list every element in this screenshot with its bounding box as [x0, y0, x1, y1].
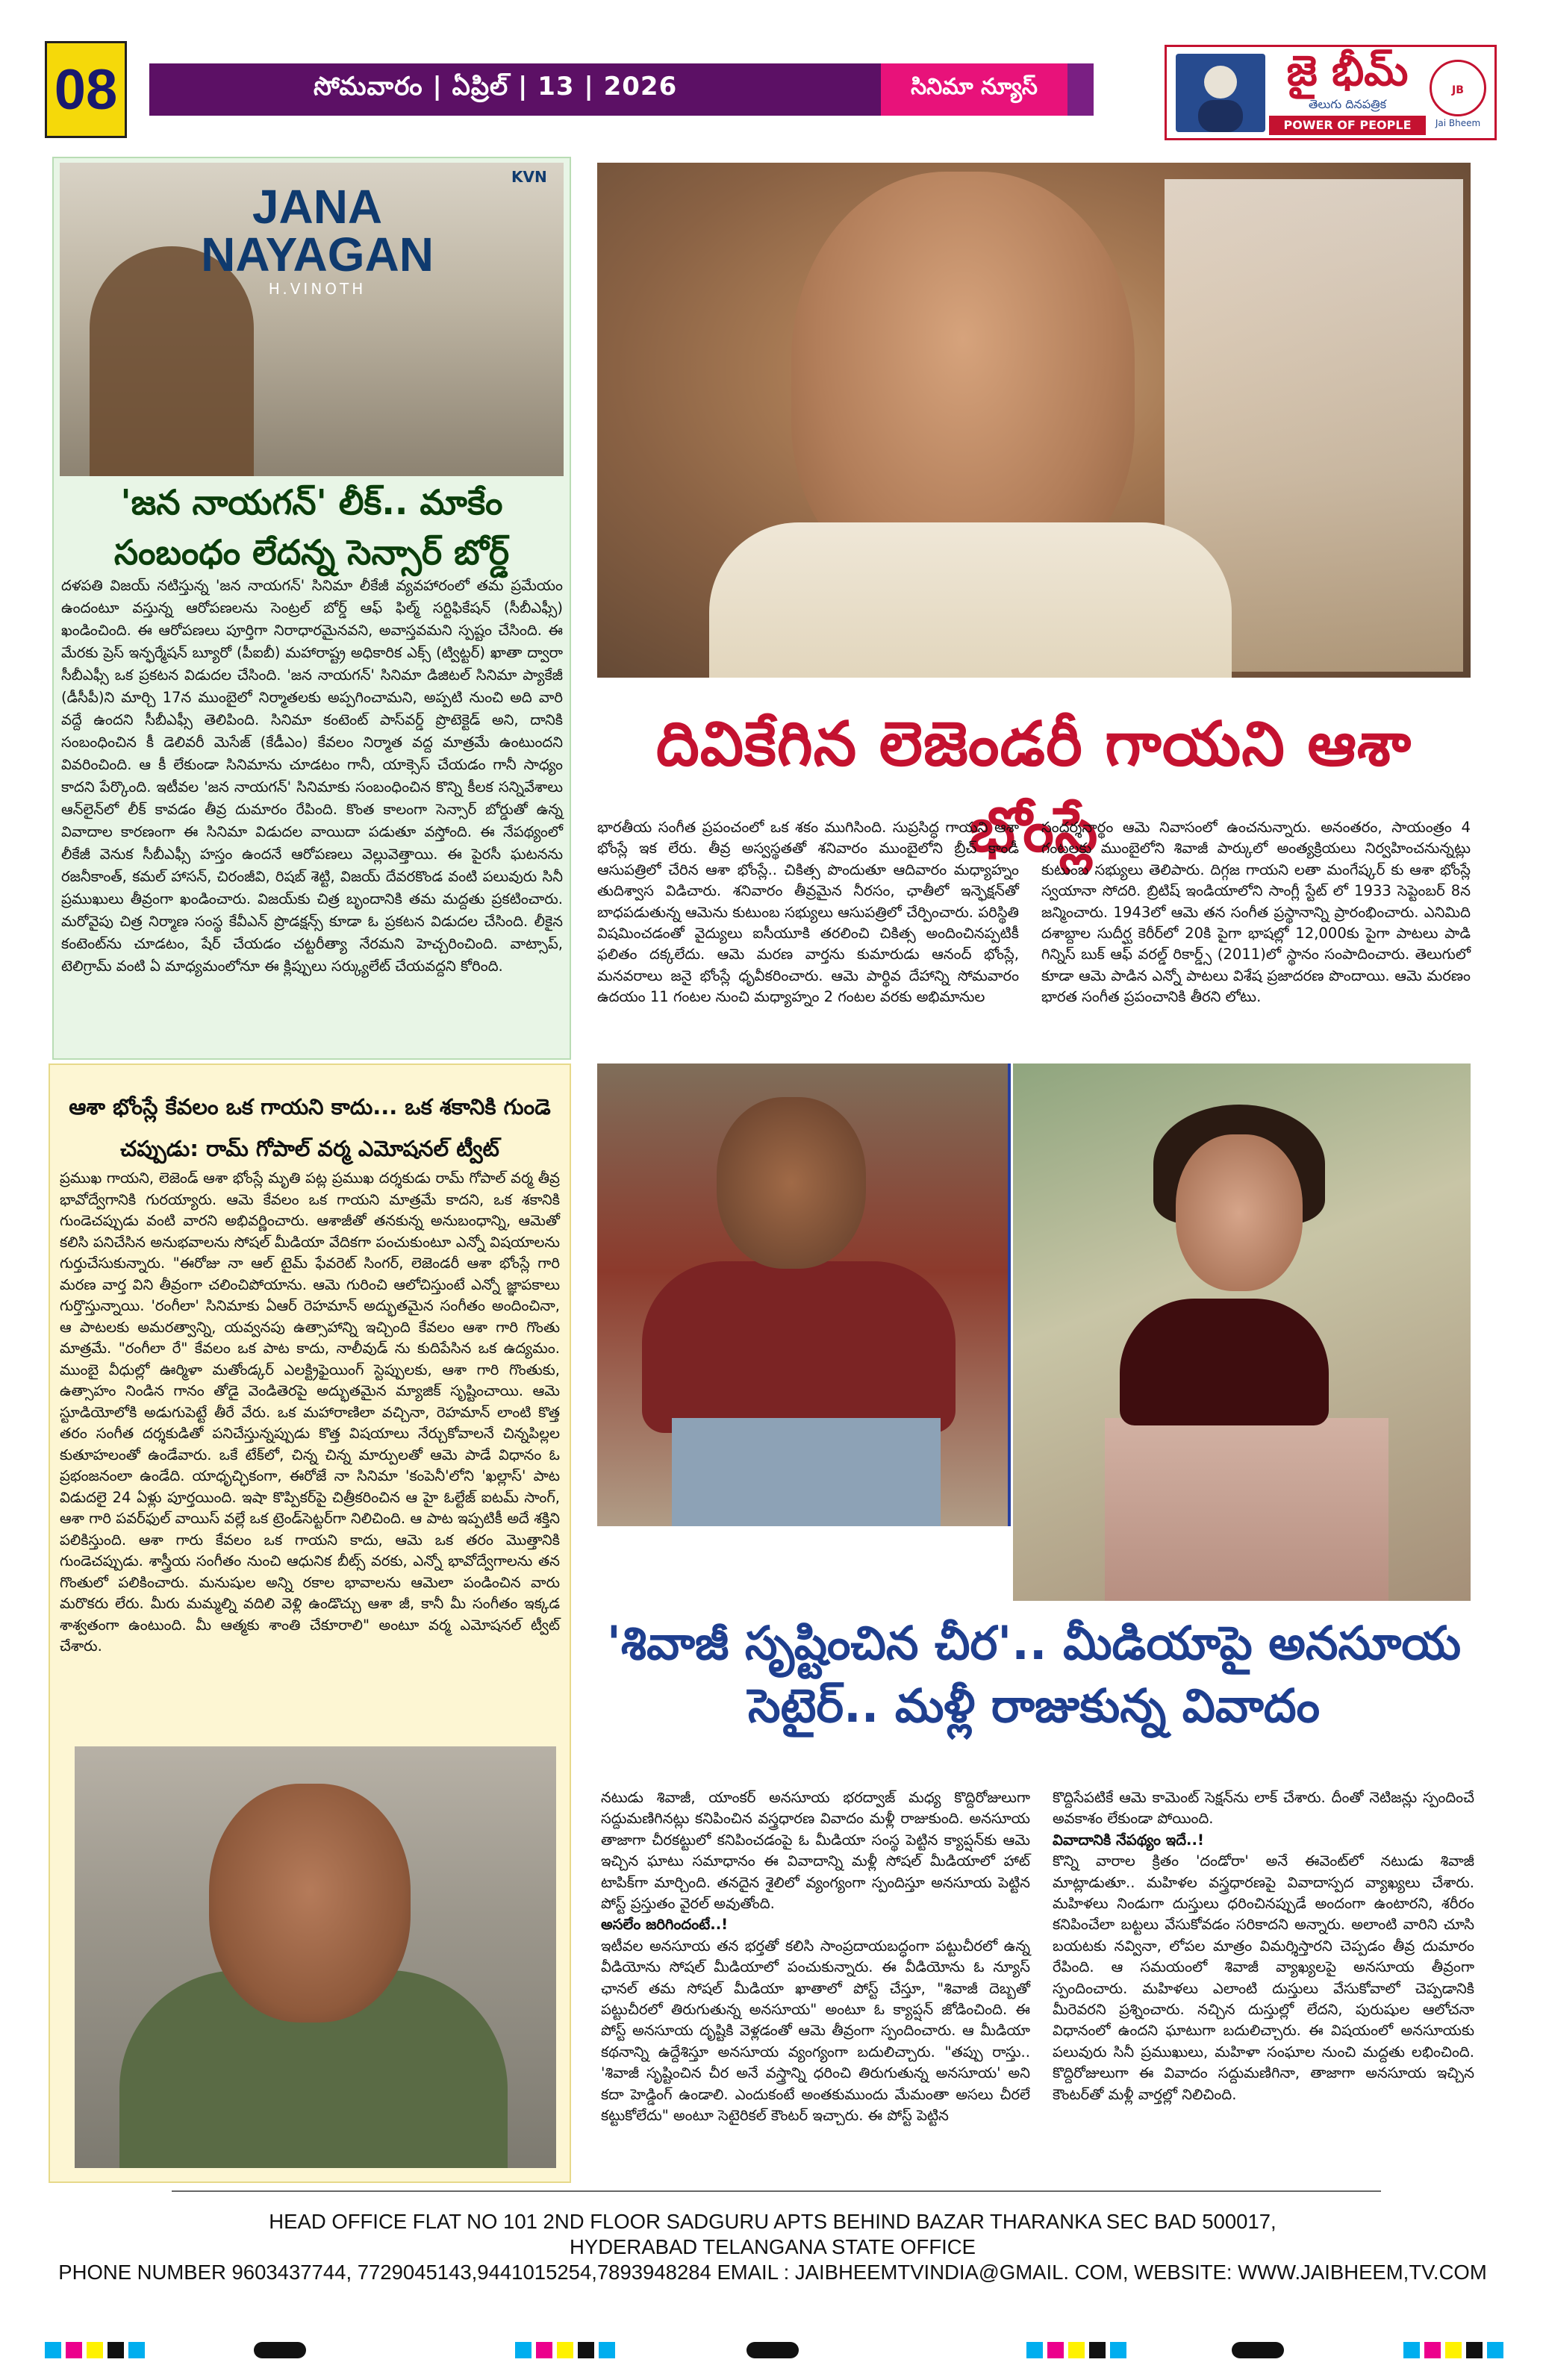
magenta-mark-icon	[1424, 2342, 1441, 2358]
black-mark-icon	[578, 2342, 594, 2358]
ambedkar-portrait-icon	[1176, 54, 1265, 132]
jana-headline: 'జన నాయగన్' లీక్.. మాకేం సంబంధం లేదన్న సెన్సార్ బోర్డ్	[113, 482, 510, 572]
cyan-mark-icon	[599, 2342, 615, 2358]
rgv-headline: ఆశా భోంస్లే కేవలం ఒక గాయని కాదు... ఒక శకానికి గుండె చప్పుడు: రామ్ గోపాల్ వర్మ ఎమోషనల్ ట్వీట్	[69, 1094, 551, 1161]
jana-body: దళపతి విజయ్ నటిస్తున్న 'జన నాయగన్' సినిమా లీకేజీ వ్యవహారంలో తమ ప్రమేయం ఉందంటూ వస్తున్న ఆరోపణలను సెంట్రల్ బోర్డ్ ఆఫ్ ఫిల్మ్ సర్టిఫికేషన్ (సీబీఎఫ్సీ) ఖండించింది. ఈ ఆరోపణలు పూర్తిగా నిరాధారమైనవని, అవాస్తవమని స్పష్టం చేసింది. ఈ మేరకు ప్రెస్ ఇన్ఫర్మేషన్ బ్యూరో (పీఐబీ) మహారాష్ట్ర అధికారిక ఎక్స్ (ట్విట్టర్) ఖాతా ద్వారా సీబీఎఫ్సీ ఒక ప్రకటన విడుదల చేసింది. 'జన నాయగన్' సినిమా డిజిటల్ సినిమా ప్యాకేజీ (డీసీపీ)ని మార్చి 17న ముంబైలో నిర్మాతలకు అప్పగించామని, అప్పటి నుంచి అది వారి వద్దే ఉందని సీబీఎఫ్సీ తెలిపింది. సినిమా కంటెంట్ పాస్‌వర్డ్ ప్రొటెక్టెడ్ అని, దానికి సంబంధించిన కీ డెలివరీ మెసేజ్ (కేడీఎం) కేవలం నిర్మాత వద్ద మాత్రమే ఉంటుందని వివరించింది. ఆ కీ లేకుండా సినిమాను చూడటం గానీ, యాక్సెస్ చేయడం గానీ సాధ్యం కాదని పేర్కొంది. ఇటీవల 'జన నాయగన్' సినిమాకు సంబంధించిన కొన్ని కీలక సన్నివేశాలు ఆన్‌లైన్‌లో లీక్ కావడం తీవ్ర దుమారం రేపింది. కొంత కాలంగా సెన్సార్ బోర్డుతో ఉన్న వివాదాల కారణంగా ఈ సినిమా విడుదల వాయిదా పడుతూ వస్తోంది. ఈ నేపథ్యంలో లీకేజీ వెనుక సీబీఎఫ్సీ హస్తం ఉందనే ఆరోపణలు వెల్లువెత్తాయి. ఈ పైరసీ ఘటనను రజనీకాంత్, కమల్ హాసన్, చిరంజీవి, రిషబ్ శెట్టి, విజయ్ దేవరకొండ వంటి పలువురు సినీ ప్రముఖులు తీవ్రంగా ఖండించారు. విజయ్‌కు చిత్ర బృందానికి తమ మద్దతు ప్రకటించారు. మరోవైపు చిత్ర నిర్మాణ సంస్థ కేవీఎన్ ప్రొడక్షన్స్ కూడా ఓ ప్రకటన విడుదల చేసింది. లీకైన కంటెంట్‌ను చూడటం, షేర్ చేయడం చట్టరీత్యా నేరమని హెచ్చరించింది. వాట్సాప్, టెలిగ్రామ్ వంటి ఏ మాధ్యమంలోనూ ఈ క్లిప్పులు సర్క్యులేట్ చేయవద్దని కోరింది.	[61, 577, 563, 975]
black-mark-icon	[1466, 2342, 1483, 2358]
photo-jeans	[672, 1418, 941, 1526]
photo-head	[209, 1784, 411, 2023]
anasuya-intro: నటుడు శివాజీ, యాంకర్ అనసూయ భరద్వాజ్ మధ్య కొద్దిరోజులుగా సద్దుమణిగినట్లు కనిపించిన వస్త్రధారణ వివాదం మళ్లీ రాజుకుంది. అనసూయ తాజాగా చీరకట్టులో కనిపించడంపై ఓ మీడియా సంస్థ పెట్టిన క్యాప్షన్‌కు ఆమె ఇచ్చిన ఘాటు సమాధానం ఈ వివాదాన్ని మళ్లీ సోషల్ మీడియాలో హాట్ టాపిక్‌గా మార్చింది. తనదైన శైలిలో వ్యంగ్యంగా స్పందిస్తూ అనసూయ పెట్టిన పోస్ట్ ప్రస్తుతం వైరల్ అవుతోంది.	[601, 1789, 1030, 1913]
anasuya-body-col1	[601, 1787, 1030, 2127]
anasuya-intro-2: కొద్దిసేపటికే ఆమె కామెంట్ సెక్షన్‌ను లాక్ చేశారు. దీంతో నెటిజన్లు స్పందించే అవకాశం లేకుండా పోయింది.	[1053, 1789, 1474, 1828]
cyan-mark-icon	[1026, 2342, 1043, 2358]
rgv-body: ప్రముఖ గాయని, లెజెండ్ ఆశా భోంస్లే మృతి పట్ల ప్రముఖ దర్శకుడు రామ్ గోపాల్ వర్మ తీవ్ర భావోద్వేగానికి గురయ్యారు. ఆమె కేవలం ఒక గాయని మాత్రమే కాదని, ఒక శకానికి గుండెచప్పుడు వంటి వారని అభివర్ణించారు. ఆశాజీతో తనకున్న అనుబంధాన్ని, ఆమెతో కలిసి పనిచేసిన అనుభవాలను సోషల్ మీడియా వేదికగా పంచుకుంటూ ఎన్నో విషయాలను గుర్తుచేసుకున్నారు. "ఈరోజు నా ఆల్ టైమ్ ఫేవరెట్ సింగర్, లెజెండరీ ఆశా భోంస్లే గారి మరణ వార్త విని తీవ్రంగా చలించిపోయాను. ఆమె గురించి ఆలోచిస్తుంటే ఎన్నో జ్ఞాపకాలు గుర్తొస్తున్నాయి. 'రంగీలా' సినిమాకు ఏఆర్ రెహమాన్ అద్భుతమైన సంగీతం అందించినా, ఆ పాటలకు అమరత్వాన్ని, యవ్వనపు ఉత్సాహాన్ని ఇచ్చింది కేవలం ఆశా గారి గొంతు మాత్రమే. "రంగీలా రే" కేవలం ఒక పాట కాదు, నాలీవుడ్ ను కుదిపేసిన ఒక ఉద్యమం. ముంబై వీధుల్లో ఊర్మిళా మతోండ్కర్ ఎలక్ట్రిఫైయింగ్ స్టెప్పులకు, ఆశా గారి గొంతుకు, ఉత్సాహం నిండిన గానం తోడై వెండితెరపై అద్భుతమైన మ్యాజిక్ సృష్టించాయి. ఆమె స్టూడియోలోకి అడుగుపెట్టే తీరే వేరు. ఒక మహారాణిలా వచ్చినా, రెహమాన్ లాంటి కొత్త తరం సంగీత దర్శకుడితో పనిచేస్తున్నప్పుడు కొత్త విషయాలు నేర్చుకోవాలనే చిన్నపిల్లల కుతూహలంతో ఉండేవారు. ఒకే టేక్‌లో, చిన్న చిన్న మార్పులతో ఆమె పాడే విధానం ఓ ప్రభంజనంలా ఉండేది. యాధృచ్ఛికంగా, ఈరోజే నా సినిమా 'కంపెనీ'లోని 'ఖల్లాస్' పాట విడుదలై 24 ఏళ్లు పూర్తయింది. ఇషా కొప్పికర్‌పై చిత్రీకరించిన ఆ హై ఓల్టేజ్ ఐటమ్ సాంగ్, ఆశా గారి పవర్‌ఫుల్ వాయిస్ వల్లే ఒక ట్రెండ్‌సెట్టర్‌గా నిలిచింది. ఆ పాట ఇప్పటికీ అదే శక్తిని పలికిస్తుంది. ఆశా గారు కేవలం ఒక గాయని కాదు, ఆమె ఒక తరం మొత్తానికి గుండెచప్పుడు. శాస్త్రీయ సంగీతం నుంచి ఆధునిక బీట్స్ వరకు, ఎన్నో భావోద్వేగాలను తన గొంతులో పలికించారు. మనుషుల అన్ని రకాల భావాలను ఆమెలా పండించిన వారు మరొకరు లేరు. మీరు మమ్మల్ని వదిలి వెళ్లి ఉండొచ్చు ఆశా జీ, కానీ మీ సంగీతం ఇక్కడ శాశ్వతంగా ఉంటుంది. మీ ఆత్మకు శాంతి చేకూరాలి" అంటూ వర్మ ఎమోషనల్ ట్వీట్ చేశారు.	[60, 1169, 560, 1655]
anasuya-body-col2	[1053, 1787, 1474, 2105]
poster-badge: KVN	[511, 168, 547, 186]
anasuya-subhead-1: అసలేం జరిగిందంటే..!	[601, 1916, 729, 1934]
cyan-mark-icon	[515, 2342, 532, 2358]
brand-name: జై భీమ్	[1286, 46, 1409, 96]
brand-tagline: తెలుగు దినపత్రిక	[1308, 97, 1387, 111]
poster-subtitle: H.VINOTH	[268, 280, 367, 298]
yellow-mark-icon	[557, 2342, 573, 2358]
photo-divider	[1008, 1063, 1011, 1526]
anasuya-body-1: ఇటీవల అనసూయ తన భర్తతో కలిసి సాంప్రదాయబద్ధంగా పట్టుచీరలో ఉన్న వీడియోను సోషల్ మీడియాలో పంచుకున్నారు. ఈ వీడియోను ఓ న్యూస్ ఛానల్ తమ సోషల్ మీడియా ఖాతాలో పోస్ట్ చేస్తూ, "శివాజీ దెబ్బతో పట్టుచీరలో తిరుగుతున్న అనసూయ" అంటూ ఓ క్యాప్షన్ జోడించింది. ఈ పోస్ట్ అనసూయ దృష్టికి వెళ్లడంతో ఆమె తీవ్రంగా స్పందించారు. ఆ మీడియా కథనాన్ని ఉద్దేశిస్తూ అనసూయ వ్యంగ్యంగా బదులిచ్చారు. "తప్పు రాస్తు.. 'శివాజీ సృష్టించిన చీర అనే వస్త్రాన్ని ధరించి తిరుగుతున్న అనసూయ' అని కదా హెడ్డింగ్ ఉండాలి. ఎందుకంటే అంతకుముందు మేమంతా అసలు చీరలే కట్టుకోలేదు" అంటూ సెటైరికల్ కౌంటర్ ఇచ్చారు. ఈ పోస్ట్ పెట్టిన	[601, 1937, 1030, 2125]
anasuya-headline: 'శివాజీ సృష్టించిన చీర'.. మీడియాపై అనసూయ సెటైర్.. మళ్లీ రాజుకున్న వివాదం	[606, 1616, 1462, 1733]
asha-body-col1: భారతీయ సంగీత ప్రపంచంలో ఒక శకం ముగిసింది. సుప్రసిద్ధ గాయని ఆశా భోంస్లే ఇక లేరు. తీవ్ర అస్వస్థతతో శనివారం ముంబైలోని బ్రీచ్ కాండీ ఆసుపత్రిలో చేరిన ఆశా భోంస్లే.. చికిత్స పొందుతూ ఆదివారం మధ్యాహ్నం తుదిశ్వాస విడిచారు. శనివారం తీవ్రమైన నీరసం, ఛాతీలో ఇన్ఫెక్షన్‌తో బాధపడుతున్న ఆమెను కుటుంబ సభ్యులు ఆసుపత్రిలో చేర్పించారు. పరిస్థితి విషమించడంతో వైద్యులు ఐసీయూకి తరలించి చికిత్స అందించినప్పటికీ ఫలితం దక్కలేదు. ఆమె మరణ వార్తను కుమారుడు ఆనంద్ భోంస్లే, మనవరాలు జనై భోంస్లే ధృవీకరించారు. ఆమె పార్థివ దేహాన్ని సోమవారం ఉదయం 11 గంటల నుంచి మధ్యాహ్నం 2 గంటల వరకు అభిమానుల	[597, 819, 1019, 1006]
registration-pill-icon	[254, 2342, 306, 2358]
brand-logo-text: Jai Bheem	[1435, 118, 1481, 128]
anasuya-subhead-2: వివాదానికి నేపథ్యం ఇదే..!	[1053, 1831, 1204, 1849]
black-mark-icon	[1089, 2342, 1106, 2358]
issue-date: సోమవారం | ఏప్రిల్ | 13 | 2026	[314, 72, 678, 101]
cyan-mark-icon	[1403, 2342, 1420, 2358]
section-label: సినిమా న్యూస్	[881, 63, 1067, 116]
footer-rule	[172, 2190, 1381, 2192]
footer	[30, 2209, 1515, 2285]
photo-face	[1176, 1134, 1303, 1291]
magenta-mark-icon	[1047, 2342, 1064, 2358]
photo-saree	[709, 522, 1232, 678]
magenta-mark-icon	[536, 2342, 552, 2358]
magenta-mark-icon	[66, 2342, 82, 2358]
yellow-mark-icon	[1068, 2342, 1085, 2358]
registration-pill-icon	[746, 2342, 799, 2358]
cyan-mark-icon	[45, 2342, 61, 2358]
poster-title: JANA NAYAGAN	[201, 180, 434, 281]
cyan-mark-icon	[1110, 2342, 1126, 2358]
photo-hoodie	[642, 1261, 956, 1433]
cyan-mark-icon	[1487, 2342, 1503, 2358]
page-number: 08	[45, 41, 127, 138]
print-registration-marks	[0, 2342, 1543, 2358]
footer-office: HYDERABAD TELANGANA STATE OFFICE	[570, 2235, 976, 2258]
brand-logo-icon: JB	[1430, 60, 1486, 116]
registration-pill-icon	[1232, 2342, 1284, 2358]
black-mark-icon	[107, 2342, 124, 2358]
cyan-mark-icon	[128, 2342, 145, 2358]
photo-blouse	[1120, 1299, 1329, 1425]
asha-headline: దివికేగిన లెజెండరీ గాయని ఆశా భోంస్లే	[655, 709, 1412, 866]
footer-address: HEAD OFFICE FLAT NO 101 2ND FLOOR SADGURU APTS BEHIND BAZAR THARANKA SEC BAD 500017,	[269, 2210, 1277, 2233]
footer-contact: PHONE NUMBER 9603437744, 7729045143,9441015254,7893948284 EMAIL : JAIBHEEMTVINDIA@GMAIL. COM, WEBSITE: WWW.JAIBHEEM,TV.COM	[58, 2261, 1487, 2284]
yellow-mark-icon	[1445, 2342, 1462, 2358]
asha-body-col2: సందర్శనార్థం ఆమె నివాసంలో ఉంచనున్నారు. అనంతరం, సాయంత్రం 4 గంటలకు ముంబైలోని శివాజీ పార్కులో అంత్యక్రియలు నిర్వహించనున్నట్లు కుటుంబ సభ్యులు తెలిపారు. దిగ్గజ గాయని లతా మంగేష్కర్ కు ఆశా భోంస్లే స్వయానా సోదరి. బ్రిటిష్ ఇండియాలోని సాంగ్లీ స్టేట్ లో 1933 సెప్టెంబర్ 8న జన్మించారు. 1943లో ఆమె తన సంగీత ప్రస్థానాన్ని ప్రారంభించారు. ఎనిమిది దశాబ్దాల సుదీర్ఘ కెరీర్‌లో 20కి పైగా భాషల్లో 12,000కు పైగా పాటలు పాడి గిన్నిస్ బుక్ ఆఫ్ వరల్డ్ రికార్డ్స్ (2011)లో స్థానం సంపాదించారు. తెలుగులో కూడా ఆమె పాడిన ఎన్నో పాటలు విశేష ప్రజాదరణ పొందాయి. ఆమె మరణం భారత సంగీత ప్రపంచానికి తీరని లోటు.	[1041, 819, 1471, 1006]
anasuya-body-2: కొన్ని వారాల క్రితం 'దండోరా' అనే ఈవెంట్‌లో నటుడు శివాజీ మాట్లాడుతూ.. మహిళల వస్త్రధారణపై వివాదాస్పద వ్యాఖ్యలు చేశారు. మహిళలు నిండుగా దుస్తులు ధరించినప్పుడే అందంగా ఉంటారని, శరీరం కనిపించేలా బట్టలు వేసుకోవడం సరికాదని అన్నారు. అలాంటి వారిని చూసి బయటకు నవ్వినా, లోపల మాత్రం విమర్శిస్తారని చెప్పడం తీవ్ర దుమారం రేపింది. ఆ సమయంలో శివాజీ వ్యాఖ్యలపై అనసూయ తీవ్రంగా స్పందించారు. మహిళలు ఎలాంటి దుస్తులు వేసుకోవాలో చెప్పడానికి మీరెవరని ప్రశ్నించారు. నచ్చిన దుస్తుల్లో లేదని, పురుషుల ఆలోచనా విధానంలో ఉందని ఘాటుగా బదులిచ్చారు. ఈ విషయంలో అనసూయకు పలువురు సినీ ప్రముఖులు, మహిళా సంఘాల నుంచి మద్దతు లభించింది. కొద్దిరోజులుగా ఈ వివాదం సద్దుమణిగినా, తాజాగా అనసూయ ఇచ్చిన కౌంటర్‌తో మళ్లీ వార్తల్లో నిలిచింది.	[1053, 1852, 1474, 2103]
photo-saree	[1105, 1418, 1388, 1601]
yellow-mark-icon	[87, 2342, 103, 2358]
brand-english: POWER OF PEOPLE	[1269, 116, 1426, 135]
photo-face	[717, 1097, 866, 1269]
